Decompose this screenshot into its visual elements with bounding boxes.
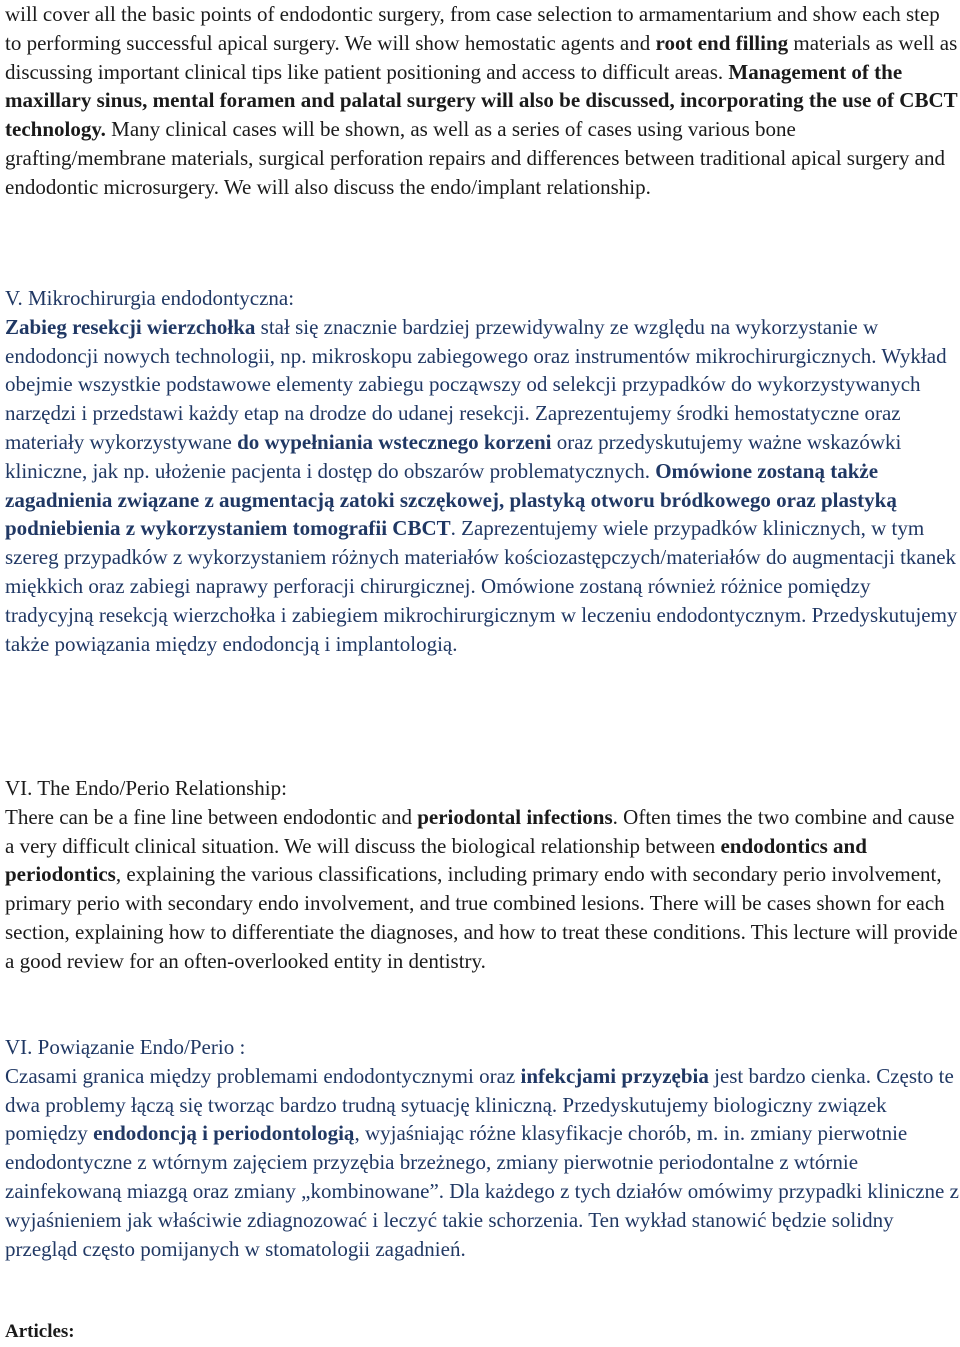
paragraph-text: , explaining the various classifications, including primary endo with secondary perio involvement, primary perio with secondary endo involvement, and true combined lesions. There will be cases shown for each section, explaining how to differentiate the diagnoses, and how to treat these conditions. This lecture will provide a good review for an often-overlooked entity in dentistry. (5, 862, 958, 973)
section-heading: VI. The Endo/Perio Relationship: (5, 776, 287, 800)
section-vi-english-paragraph (5, 774, 960, 976)
bold-sentence: Omówione zostaną także zagadnienia związane z augmentacją zatoki szczękowej, plastyką otworu bródkowego oraz plastyką podniebienia z wykorzystaniem tomografii CBCT (5, 458, 897, 541)
bold-term: Zabieg resekcji wierzchołka (5, 314, 256, 339)
bold-term: infekcjami przyzębia (520, 1063, 709, 1088)
paragraph-text: There can be a fine line between endodontic and (5, 804, 418, 829)
bold-term: endodontics and periodontics (5, 833, 867, 887)
paragraph-text: Czasami granica między problemami endodontycznymi oraz (5, 1063, 521, 1088)
bold-term: periodontal infections (417, 804, 613, 829)
paragraph-text: Many clinical cases will be shown, as well as a series of cases using various bone grafting/membrane materials, surgical perforation repairs and differences between traditional apical surgery and endodontic microsurgery. We will also discuss the endo/implant relationship. (5, 117, 945, 199)
section-vi-polish-paragraph (5, 1033, 960, 1263)
bold-term: root end filling (655, 30, 789, 55)
paragraph-text: stał się znacznie bardziej przewidywalny ze względu na wykorzystanie w endodoncji nowych technologii, np. mikroskopu zabiegowego oraz instrumentów mikrochirurgicznych. Wykład obejmie wszystkie podstawowe elementy zabiegu począwszy od selekcji przypadków do wykorzystywanych narzędzi i przedstawi każdy etap na drodze do udanej resekcji. Zaprezentujemy środki hemostatyczne oraz materiały wykorzystywane (5, 314, 947, 454)
paragraph-text: oraz przedyskutujemy ważne wskazówki kliniczne, jak np. ułożenie pacjenta i dostęp do obszarów problematycznych. (5, 429, 902, 483)
section-v-polish-paragraph (5, 284, 960, 658)
section-heading: V. Mikrochirurgia endodontyczna: (5, 286, 295, 310)
paragraph-text: . Zaprezentujemy wiele przypadków klinicznych, w tym szereg przypadków z wykorzystaniem różnych materiałów kościozastępczych/materiałów do augmentacji tkanek miękkich oraz zabiegi naprawy perforacji chirurgicznej. Omówione zostaną również różnice pomiędzy tradycyjną resekcją wierzchołka i zabiegiem mikrochirurgicznym w leczeniu endodontycznym. Przedyskutujemy także powiązania między endodoncją i implantologią. (5, 516, 958, 656)
paragraph-text: will cover all the basic points of endodontic surgery, from case selection to armamentarium and show each step to performing successful apical surgery. We will show hemostatic agents and (5, 2, 940, 55)
bold-sentence: Management of the maxillary sinus, mental foramen and palatal surgery will also be discussed, incorporating the use of CBCT technology. (5, 59, 958, 142)
paragraph-text: materials as well as discussing important clinical tips like patient positioning and access to difficult areas. (5, 30, 958, 84)
paragraph-text: jest bardzo cienka. Często te dwa problemy łączą się tworząc bardzo trudną sytuację kliniczną. Przedyskutujemy biologiczny związek pomiędzy (5, 1063, 954, 1146)
bold-term: do wypełniania wstecznego korzeni (237, 429, 552, 454)
bold-term: endodoncją i periodontologią (93, 1121, 355, 1146)
section-iv-english-paragraph (5, 0, 960, 202)
articles-heading: Articles: (5, 1321, 75, 1342)
section-heading: VI. Powiązanie Endo/Perio : (5, 1035, 246, 1059)
paragraph-text: . Often times the two combine and cause a very difficult clinical situation. We will discuss the biological relationship between (5, 804, 955, 858)
paragraph-text: , wyjaśniając różne klasyfikacje chorób, m. in. zmiany pierwotnie endodontyczne z wtórnym zajęciem przyzębia brzeżnego, zmiany pierwotnie periodontalne z wtórnie zainfekowaną miazgą oraz zmiany „kombinowane”. Dla każdego z tych działów omówimy przypadki kliniczne z wyjaśnieniem jak właściwie zdiagnozować i leczyć takie schorzenia. Ten wykład stanowić będzie solidny przegląd często pomijanych w stomatologii zagadnień. (5, 1121, 959, 1261)
